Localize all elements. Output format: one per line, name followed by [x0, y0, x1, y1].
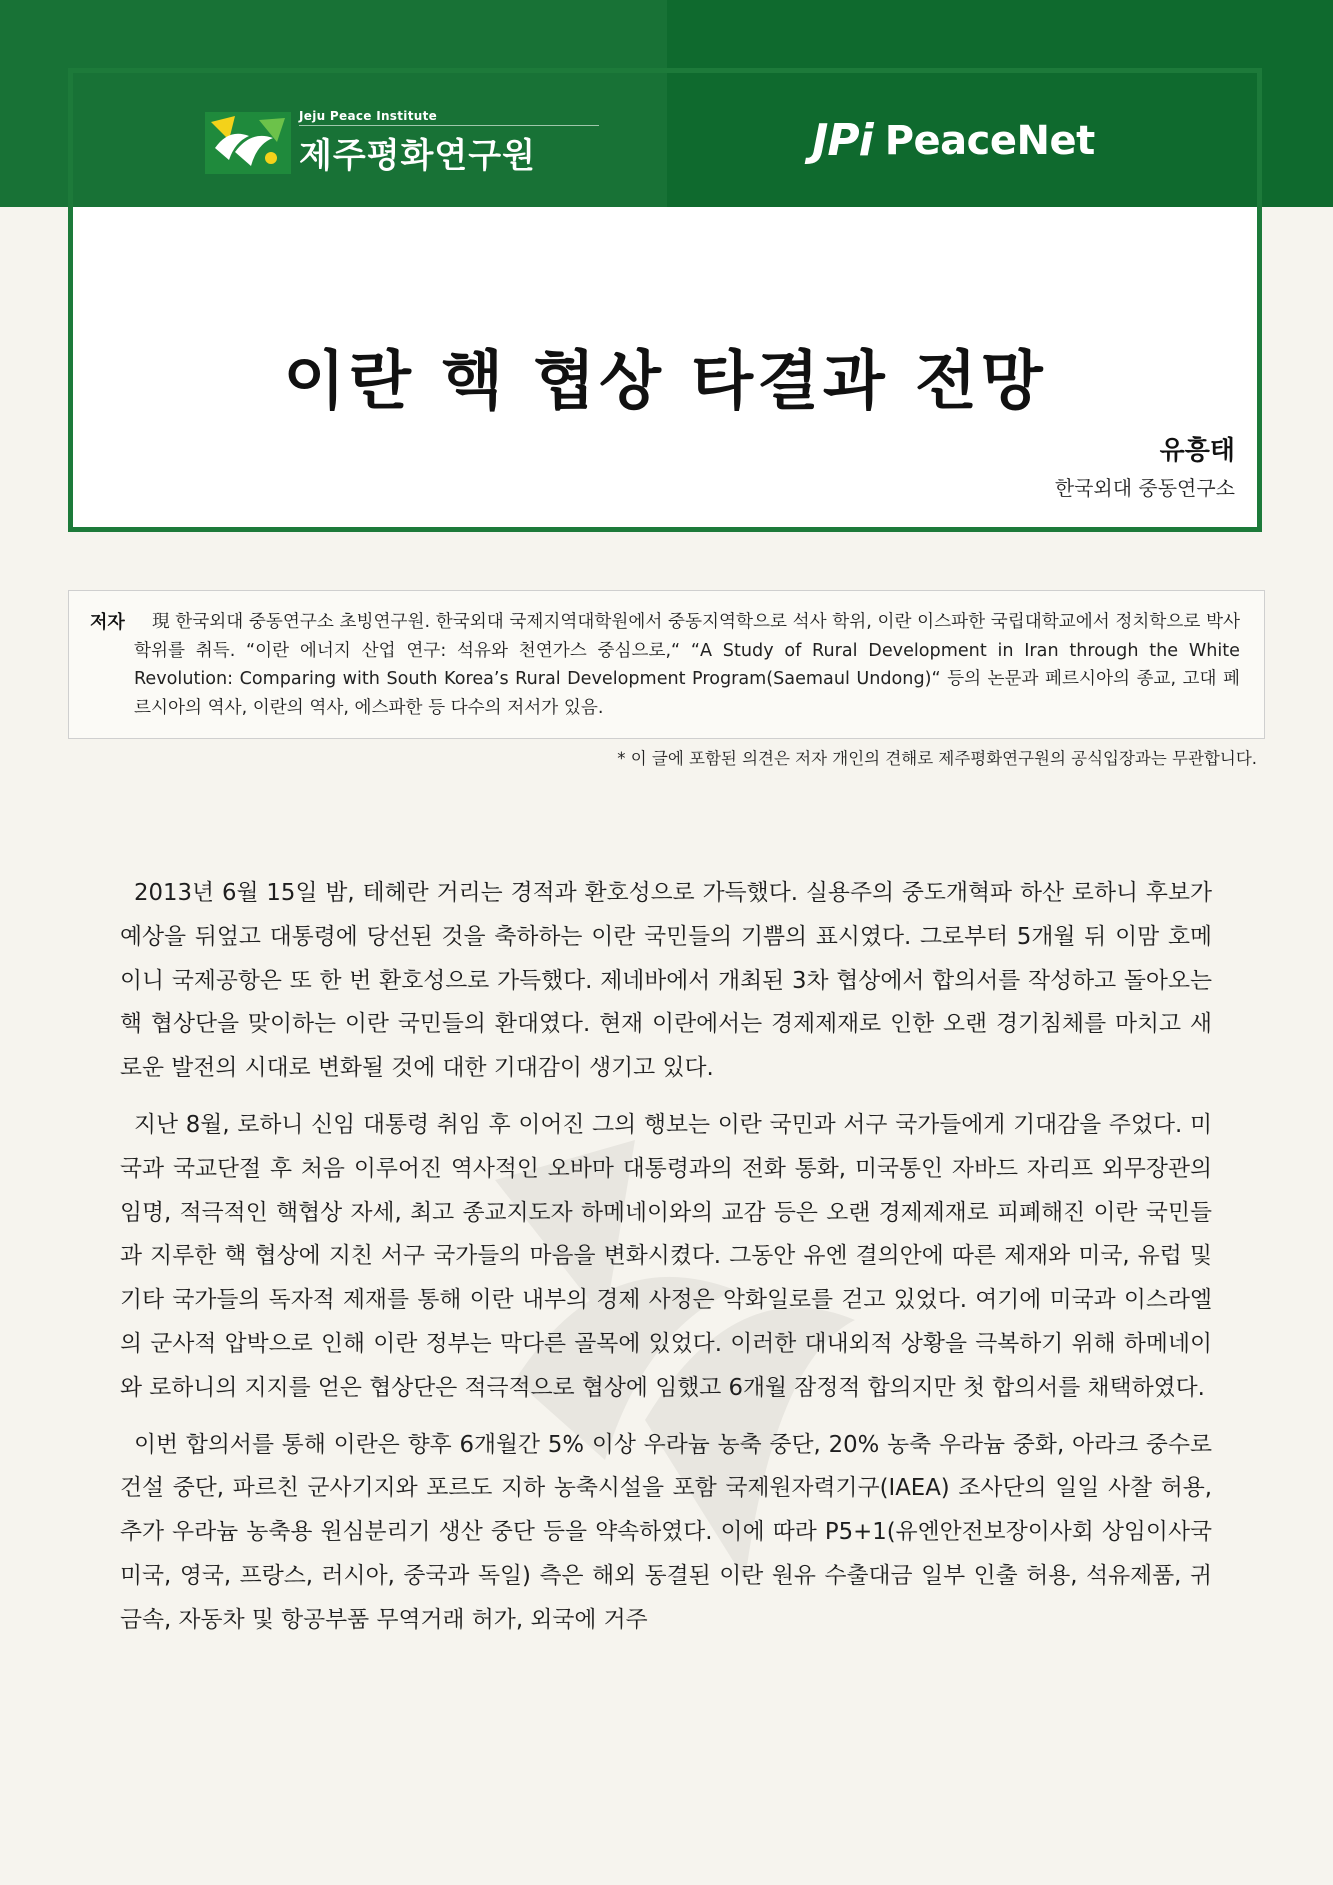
- paragraph-2: 지난 8월, 로하니 신임 대통령 취임 후 이어진 그의 행보는 이란 국민과 서구 국가들에게 기대감을 주었다. 미국과 국교단절 후 처음 이루어진 역사적인 오바마 대통령과의 전화 통화, 미국통인 자바드 자리프 외무장관의 임명, 적극적인 핵협상 자세, 최고 종교지도자 하메네이와의 교감 등은 오랜 경제제재로 피폐해진 이란 국민들과 지루한 핵 협상에 지친 서구 국가들의 마음을 변화시켰다. 그동안 유엔 결의안에 따른 제재와 미국, 유럽 및 기타 국가들의 독자적 제재를 통해 이란 내부의 경제 사정은 악화일로를 걷고 있었다. 여기에 미국과 이스라엘의 군사적 압박으로 인해 이란 정부는 막다른 골목에 있었다. 이러한 대내외적 상황을 극복하기 위해 하메네이와 로하니의 지지를 얻은 협상단은 적극적으로 협상에 임했고 6개월 잠정적 합의지만 첫 합의서를 채택하였다.: [120, 1111, 1212, 1401]
- dove-logo-icon: [205, 112, 291, 174]
- author-bio-label: 저자: [90, 612, 125, 633]
- author-affiliation: 한국외대 중동연구소: [1054, 476, 1235, 500]
- jpi-peacenet-logo[interactable]: [812, 115, 1095, 166]
- institute-name-ko: 제주평화연구원: [299, 136, 536, 176]
- page-title: 이란 핵 협상 타결과 전망: [283, 345, 1047, 419]
- disclaimer-note: * 이 글에 포함된 의견은 저자 개인의 견해로 제주평화연구원의 공식입장과는 무관합니다.: [617, 749, 1257, 768]
- article-body: [120, 872, 1212, 1656]
- author-name: 유흥태: [1159, 436, 1235, 466]
- author-bio-text: 現 한국외대 중동연구소 초빙연구원. 한국외대 국제지역대학원에서 중동지역학으로 석사 학위, 이란 이스파한 국립대학교에서 정치학으로 박사학위를 취득. “이란 에너지 산업 연구: 석유와 천연가스 중심으로,“ “A Study of Rural Development in Iran through the White Revolution: Comparing with South Korea’s Rural Development Program(Saemaul Undong)“ 등의 논문과 페르시아의 종교, 고대 페르시아의 역사, 이란의 역사, 에스파한 등 다수의 저서가 있음.: [134, 612, 1240, 718]
- jeju-peace-institute-logo[interactable]: [205, 108, 599, 178]
- paragraph-3: 이번 합의서를 통해 이란은 향후 6개월간 5% 이상 우라늄 농축 중단, 20% 농축 우라늄 중화, 아라크 중수로 건설 중단, 파르친 군사기지와 포르도 지하 농축시설을 포함 국제원자력기구(IAEA) 조사단의 일일 사찰 허용, 추가 우라늄 농축용 원심분리기 생산 중단 등을 약속하였다. 이에 따라 P5+1(유엔안전보장이사회 상임이사국 미국, 영국, 프랑스, 러시아, 중국과 독일) 측은 해외 동결된 이란 원유 수출대금 일부 인출 허용, 석유제품, 귀금속, 자동차 및 항공부품 무역거래 허가, 외국에 거주: [120, 1431, 1212, 1633]
- jpi-logo-text: JPi: [812, 115, 873, 166]
- paragraph-1: 2013년 6월 15일 밤, 테헤란 거리는 경적과 환호성으로 가득했다. 실용주의 중도개혁파 하산 로하니 후보가 예상을 뒤엎고 대통령에 당선된 것을 축하하는 이란 국민들의 기쁨의 표시였다. 그로부터 5개월 뒤 이맘 호메이니 국제공항은 또 한 번 환호성으로 가득했다. 제네바에서 개최된 3차 협상에서 합의서를 작성하고 돌아오는 핵 협상단을 맞이하는 이란 국민들의 환대였다. 현재 이란에서는 경제제재로 인한 오랜 경기침체를 마치고 새로운 발전의 시대로 변화될 것에 대한 기대감이 생기고 있다.: [120, 880, 1212, 1082]
- institute-name-en: Jeju Peace Institute: [299, 109, 599, 126]
- peacenet-logo-text: PeaceNet: [884, 117, 1095, 164]
